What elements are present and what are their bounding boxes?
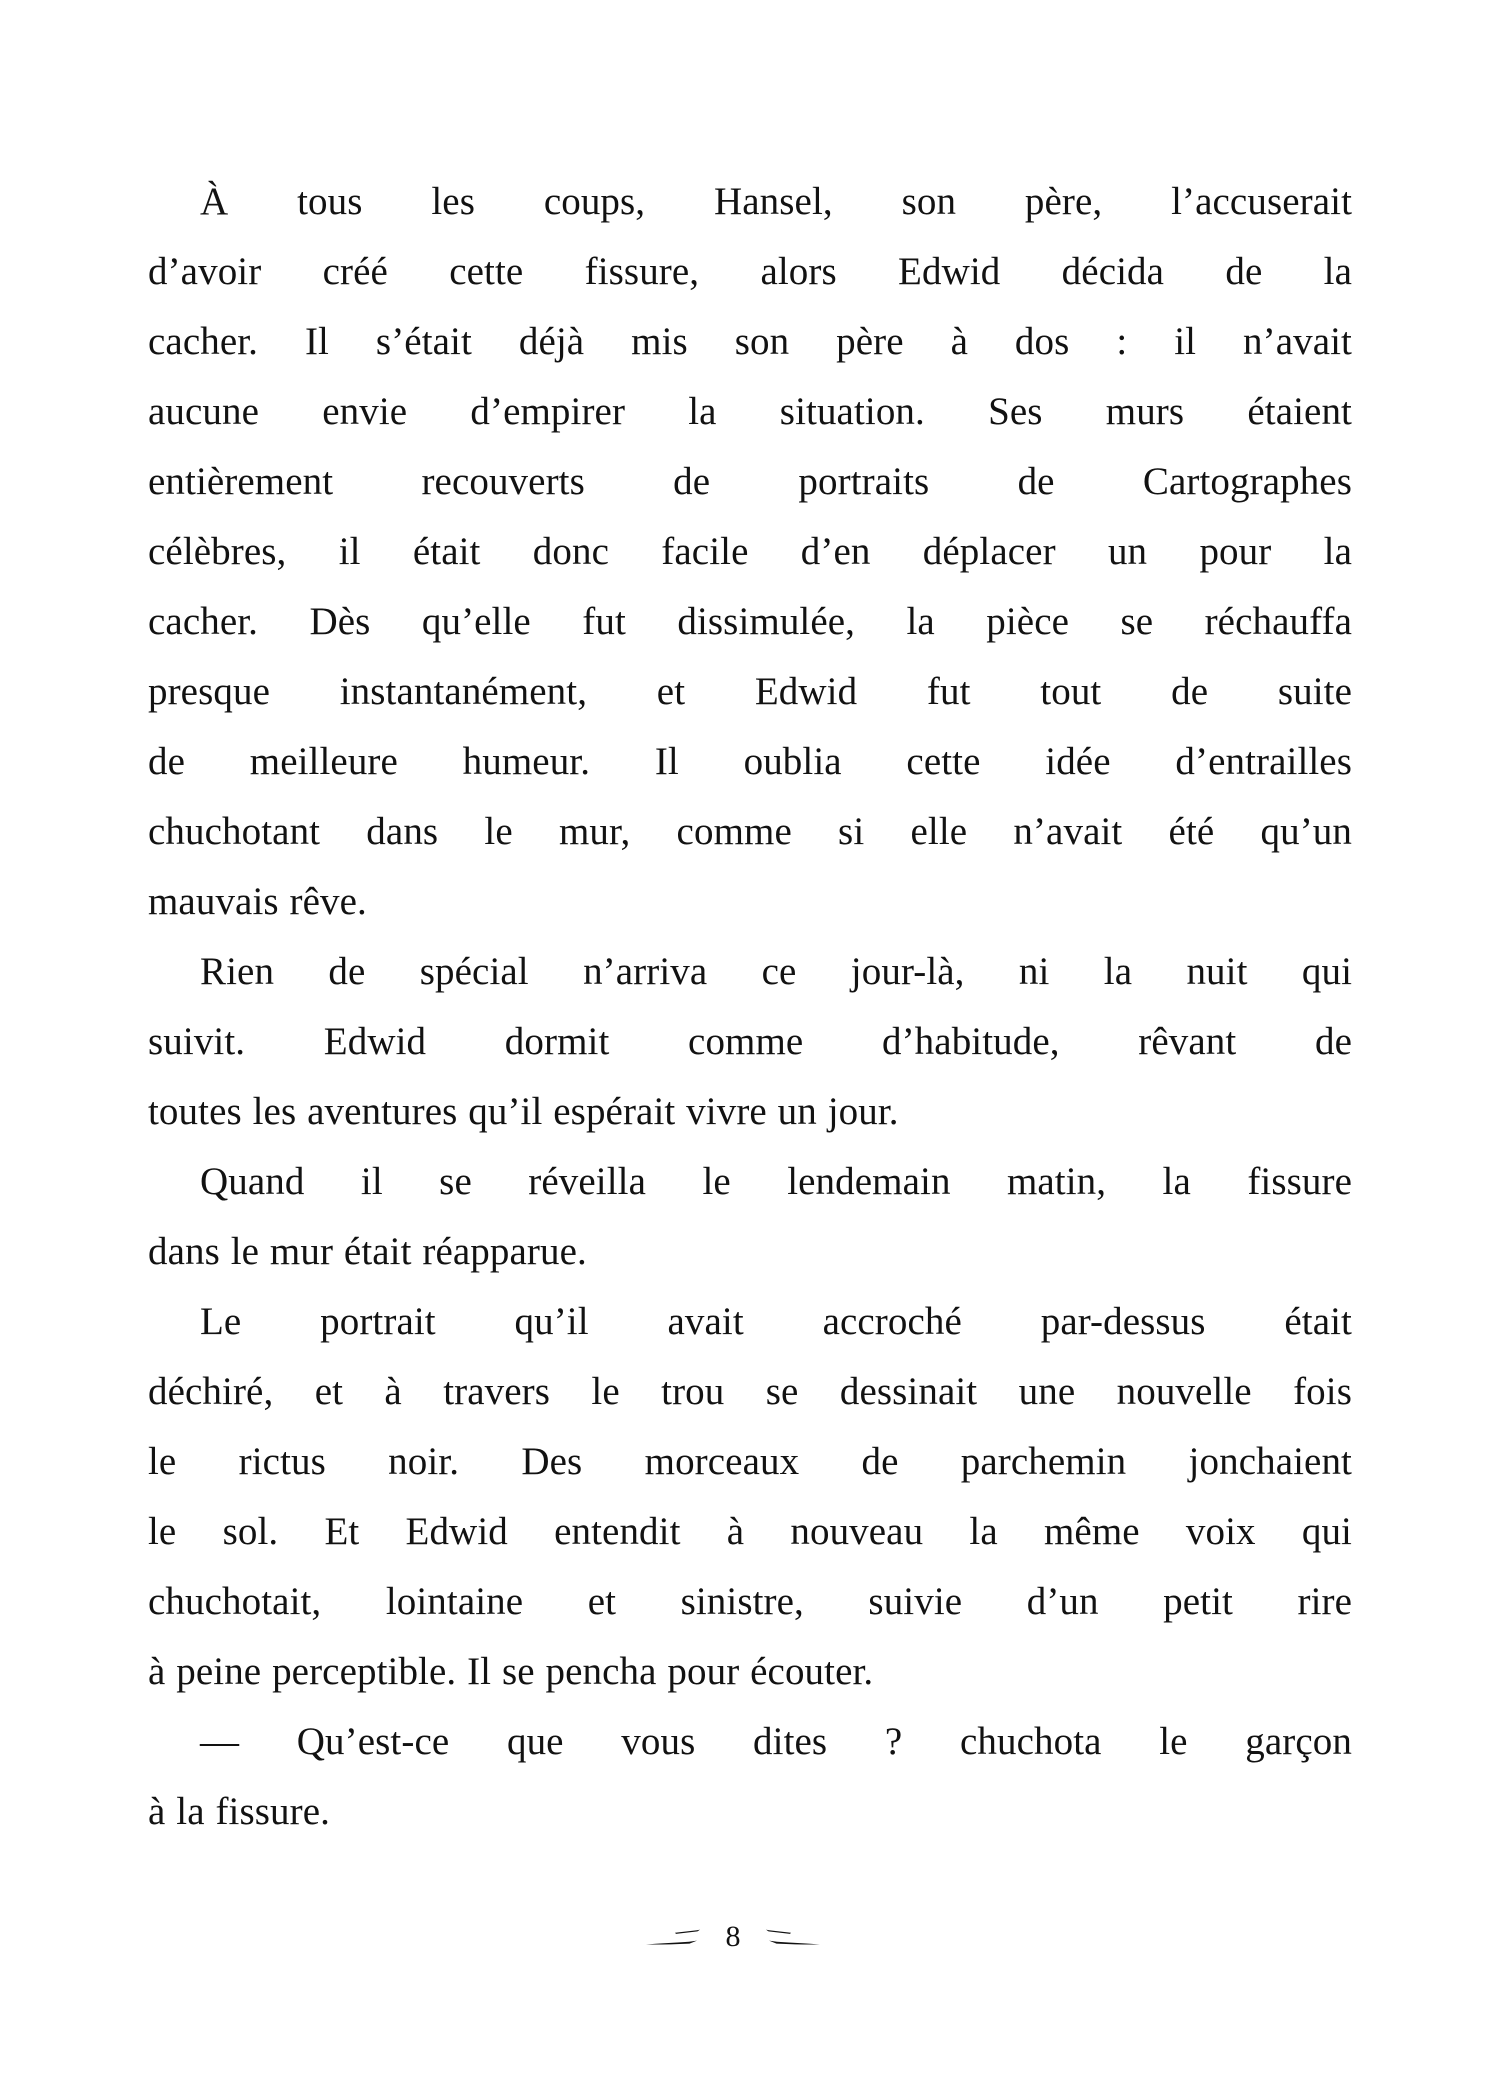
text-line: à peine perceptible. Il se pencha pour écouter. bbox=[148, 1650, 874, 1693]
text-line: Le portrait qu’il avait accroché par-dessus était bbox=[200, 1300, 1352, 1343]
text-line: chuchotait, lointaine et sinistre, suivie d’un petit rire bbox=[148, 1580, 1352, 1623]
page-footer bbox=[645, 1922, 821, 1952]
flourish-left-icon bbox=[645, 1925, 703, 1949]
text-line: suivit. Edwid dormit comme d’habitude, rêvant de bbox=[148, 1020, 1352, 1063]
text-line: chuchotant dans le mur, comme si elle n’avait été qu’un bbox=[148, 810, 1352, 853]
text-line: célèbres, il était donc facile d’en déplacer un pour la bbox=[148, 530, 1352, 573]
text-line: mauvais rêve. bbox=[148, 880, 367, 923]
text-line: de meilleure humeur. Il oublia cette idée d’entrailles bbox=[148, 740, 1352, 783]
text-line: le rictus noir. Des morceaux de parchemin jonchaient bbox=[148, 1440, 1352, 1483]
text-line: d’avoir créé cette fissure, alors Edwid décida de la bbox=[148, 250, 1352, 293]
text-line: Quand il se réveilla le lendemain matin, la fissure bbox=[200, 1160, 1352, 1203]
text-line: dans le mur était réapparue. bbox=[148, 1230, 587, 1273]
page-number: 8 bbox=[725, 1920, 741, 1953]
text-line: entièrement recouverts de portraits de Cartographes bbox=[148, 460, 1352, 503]
text-line: À tous les coups, Hansel, son père, l’accuserait bbox=[200, 180, 1352, 223]
text-line: déchiré, et à travers le trou se dessinait une nouvelle fois bbox=[148, 1370, 1352, 1413]
text-line: le sol. Et Edwid entendit à nouveau la même voix qui bbox=[148, 1510, 1352, 1553]
text-line: cacher. Il s’était déjà mis son père à dos : il n’avait bbox=[148, 320, 1352, 363]
text-line: aucune envie d’empirer la situation. Ses murs étaient bbox=[148, 390, 1352, 433]
text-line: — Qu’est-ce que vous dites ? chuchota le garçon bbox=[200, 1720, 1352, 1763]
flourish-right-icon bbox=[763, 1925, 821, 1949]
text-line: Rien de spécial n’arriva ce jour-là, ni la nuit qui bbox=[200, 950, 1352, 993]
text-line: à la fissure. bbox=[148, 1790, 330, 1833]
body-text bbox=[148, 167, 1352, 1847]
text-line: cacher. Dès qu’elle fut dissimulée, la pièce se réchauffa bbox=[148, 600, 1352, 643]
text-line: presque instantanément, et Edwid fut tout de suite bbox=[148, 670, 1352, 713]
text-line: toutes les aventures qu’il espérait vivre un jour. bbox=[148, 1090, 899, 1133]
